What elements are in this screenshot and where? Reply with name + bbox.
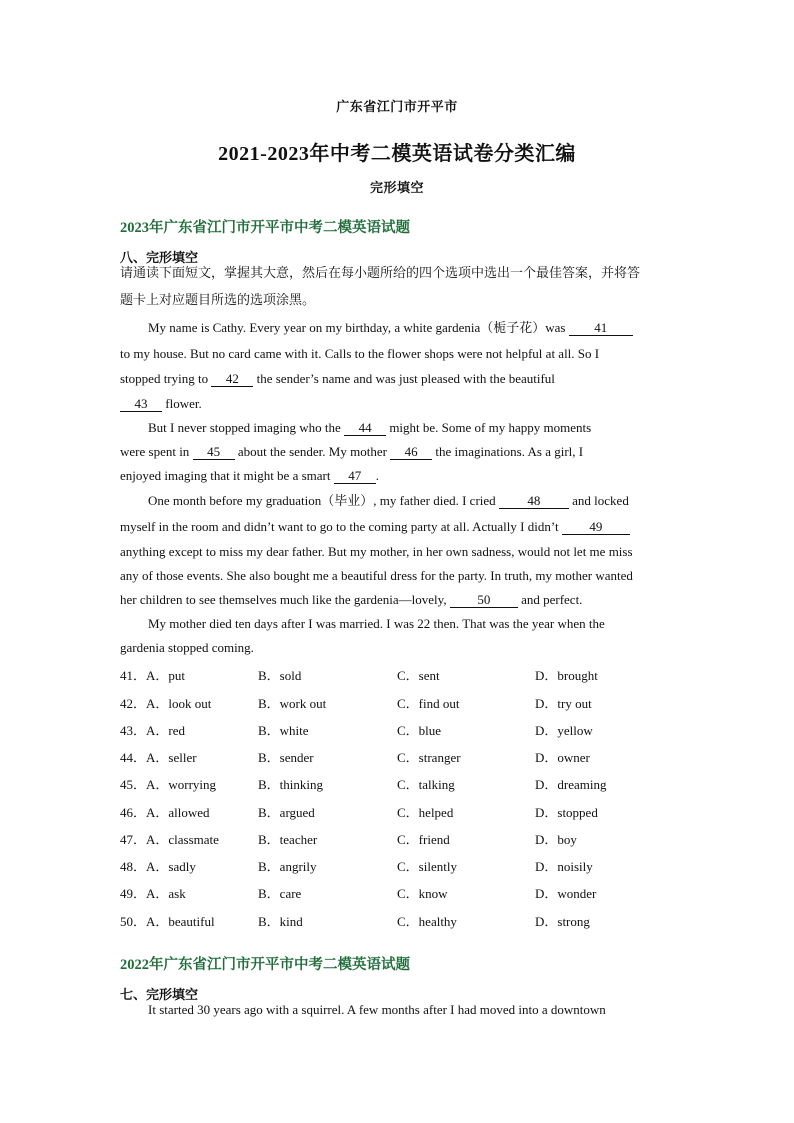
blank-49: 49 — [562, 520, 630, 535]
passage-line: gardenia stopped coming. — [120, 640, 254, 655]
blank-42: 42 — [211, 372, 253, 387]
doc-title-region: 广东省江门市开平市 — [336, 100, 458, 115]
section-2023-title: 2023年广东省江门市开平市中考二模英语试题 — [120, 220, 410, 236]
section-2022-title: 2022年广东省江门市开平市中考二模英语试题 — [120, 957, 410, 973]
passage-line: anything except to miss my dear father. But my mother, in her own sadness, would not let me miss — [120, 544, 633, 559]
passage-line: It started 30 years ago with a squirrel. A few months after I had moved into a downtown — [148, 1002, 606, 1017]
question-options-41: 41．A．put B．sold C．sent D．brought — [120, 668, 598, 683]
passage-line: But I never stopped imaging who the 44 might be. Some of my happy moments — [148, 420, 592, 435]
instruction-line-1: 请通读下面短文，掌握其大意，然后在每小题所给的四个选项中选出一个最佳答案，并将答 — [120, 266, 641, 281]
question-options-48: 48．A．sadly B．angrily C．silently D．noisily — [120, 859, 593, 874]
blank-48: 48 — [499, 494, 569, 509]
blank-44: 44 — [344, 421, 386, 436]
instruction-line-2: 题卡上对应题目所选的选项涂黑。 — [120, 293, 316, 308]
passage-line: 43 flower. — [120, 396, 680, 412]
passage-line: were spent in 45 about the sender. My mother 46 the imaginations. As a girl, I — [120, 444, 584, 459]
passage-line: enjoyed imaging that it might be a smart 47 . — [120, 468, 379, 483]
blank-46: 46 — [390, 445, 432, 460]
blank-45: 45 — [193, 445, 235, 460]
passage-line: any of those events. She also bought me a beautiful dress for the party. In truth, my mother wanted — [120, 568, 633, 583]
passage-line: her children to see themselves much like the gardenia—lovely, 50 and perfect. — [120, 592, 583, 607]
passage-line: myself in the room and didn’t want to go to the coming party at all. Actually I didn’t 49 — [120, 519, 680, 535]
passage-line: My mother died ten days after I was married. I was 22 then. That was the year when the — [148, 616, 605, 631]
passage-line: One month before my graduation（毕业）, my father died. I cried 48 and locked — [148, 493, 629, 508]
question-options-46: 46．A．allowed B．argued C．helped D．stopped — [120, 805, 598, 820]
doc-title-main: 2021-2023年中考二模英语试卷分类汇编 — [218, 143, 576, 165]
question-options-47: 47．A．classmate B．teacher C．friend D．boy — [120, 832, 577, 847]
question-options-49: 49．A．ask B．care C．know D．wonder — [120, 886, 597, 901]
blank-50: 50 — [450, 593, 518, 608]
doc-title-topic: 完形填空 — [369, 181, 424, 196]
section-2022-part-label: 七、完形填空 — [120, 988, 199, 1003]
question-options-50: 50．A．beautiful B．kind C．healthy D．strong — [120, 914, 590, 929]
question-options-45: 45．A．worrying B．thinking C．talking D．dreaming — [120, 777, 607, 792]
passage-line: to my house. But no card came with it. Calls to the flower shops were not helpful at all. So I — [120, 346, 600, 361]
blank-47: 47 — [334, 469, 376, 484]
section-2023-part-label: 八、完形填空 — [120, 251, 199, 266]
question-options-43: 43．A．red B．white C．blue D．yellow — [120, 723, 593, 738]
blank-41: 41 — [569, 321, 633, 336]
question-options-44: 44．A．seller B．sender C．stranger D．owner — [120, 750, 590, 765]
passage-line: stopped trying to 42 the sender’s name and was just pleased with the beautiful — [120, 371, 555, 386]
passage-line: My name is Cathy. Every year on my birthday, a white gardenia（栀子花）was 41 — [148, 320, 680, 336]
blank-43: 43 — [120, 397, 162, 412]
question-options-42: 42．A．look out B．work out C．find out D．try out — [120, 696, 592, 711]
